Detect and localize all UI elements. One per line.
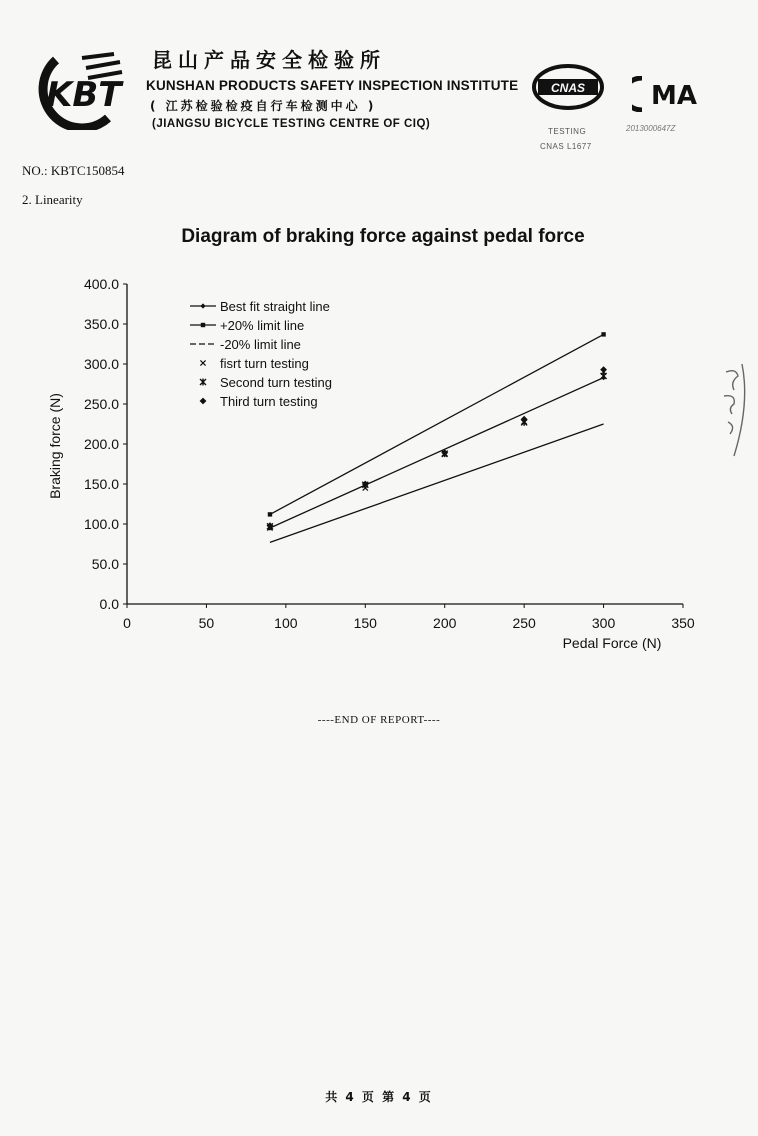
series-6-point xyxy=(521,416,528,423)
cnas-logo-text: CNAS xyxy=(550,81,586,95)
series-3-line xyxy=(270,424,604,542)
linearity-chart xyxy=(0,260,758,680)
x-tick-label: 300 xyxy=(591,615,616,631)
y-tick-label: 400.0 xyxy=(83,276,119,292)
y-tick-label: 200.0 xyxy=(83,436,119,452)
x-tick-label: 200 xyxy=(433,615,457,631)
x-axis-label: Pedal Force (N) xyxy=(562,635,662,651)
institute-name-en: KUNSHAN PRODUCTS SAFETY INSPECTION INSTITUTE xyxy=(146,78,519,93)
y-tick-label: 350.0 xyxy=(83,316,119,332)
centre-name-en: (JIANGSU BICYCLE TESTING CENTRE OF CIQ) xyxy=(152,118,431,130)
y-tick-label: 300.0 xyxy=(83,356,119,372)
series-1-line xyxy=(270,378,604,528)
x-tick-label: 0 xyxy=(123,615,131,631)
legend-swatch-marker xyxy=(200,398,207,405)
section-heading: 2. Linearity xyxy=(22,192,83,207)
series-5-point xyxy=(601,373,607,380)
kbt-logo xyxy=(22,50,132,130)
cma-caption: 2013000647Z xyxy=(626,124,676,133)
legend-swatch-marker xyxy=(200,303,205,308)
cnas-logo xyxy=(532,64,604,110)
series-2-point xyxy=(268,512,272,516)
cnas-caption-testing: TESTING xyxy=(548,127,587,136)
series-2-line xyxy=(270,334,604,514)
legend-label: fisrt turn testing xyxy=(220,356,309,371)
end-of-report: ----END OF REPORT---- xyxy=(317,714,441,726)
x-tick-label: 250 xyxy=(512,615,536,631)
legend-swatch-marker xyxy=(201,323,205,327)
y-axis-label: Braking force (N) xyxy=(47,393,63,499)
legend-label: +20% limit line xyxy=(220,318,305,333)
cma-logo-text: MA xyxy=(651,81,697,111)
legend-label: Second turn testing xyxy=(220,375,333,390)
cnas-caption-number: CNAS L1677 xyxy=(540,142,592,151)
legend-swatch-marker xyxy=(200,360,205,365)
y-tick-label: 100.0 xyxy=(83,516,119,532)
series-2-point xyxy=(601,332,605,336)
y-tick-label: 150.0 xyxy=(83,476,119,492)
page-counter: 共 4 页 第 4 页 xyxy=(325,1090,433,1104)
institute-name-cn: 昆山产品安全检验所 xyxy=(152,48,386,72)
legend-label: Best fit straight line xyxy=(220,299,330,314)
kbt-logo-text: KBT xyxy=(46,75,122,115)
y-tick-label: 0.0 xyxy=(99,596,119,612)
y-tick-label: 250.0 xyxy=(83,396,119,412)
x-tick-label: 350 xyxy=(671,615,695,631)
centre-name-cn: ( 江苏检验检疫自行车检测中心 ) xyxy=(150,99,377,113)
legend-label: -20% limit line xyxy=(220,337,301,352)
x-tick-label: 100 xyxy=(274,615,298,631)
x-tick-label: 50 xyxy=(198,615,215,631)
chart-title: Diagram of braking force against pedal force xyxy=(181,226,585,247)
report-number: NO.: KBTC150854 xyxy=(22,163,125,178)
x-tick-label: 150 xyxy=(353,615,377,631)
handwritten-margin-mark xyxy=(718,360,748,460)
cma-logo xyxy=(632,76,708,112)
legend-swatch-marker xyxy=(200,379,206,386)
y-tick-label: 50.0 xyxy=(91,556,119,572)
legend-label: Third turn testing xyxy=(220,394,318,409)
series-6-point xyxy=(600,366,607,373)
